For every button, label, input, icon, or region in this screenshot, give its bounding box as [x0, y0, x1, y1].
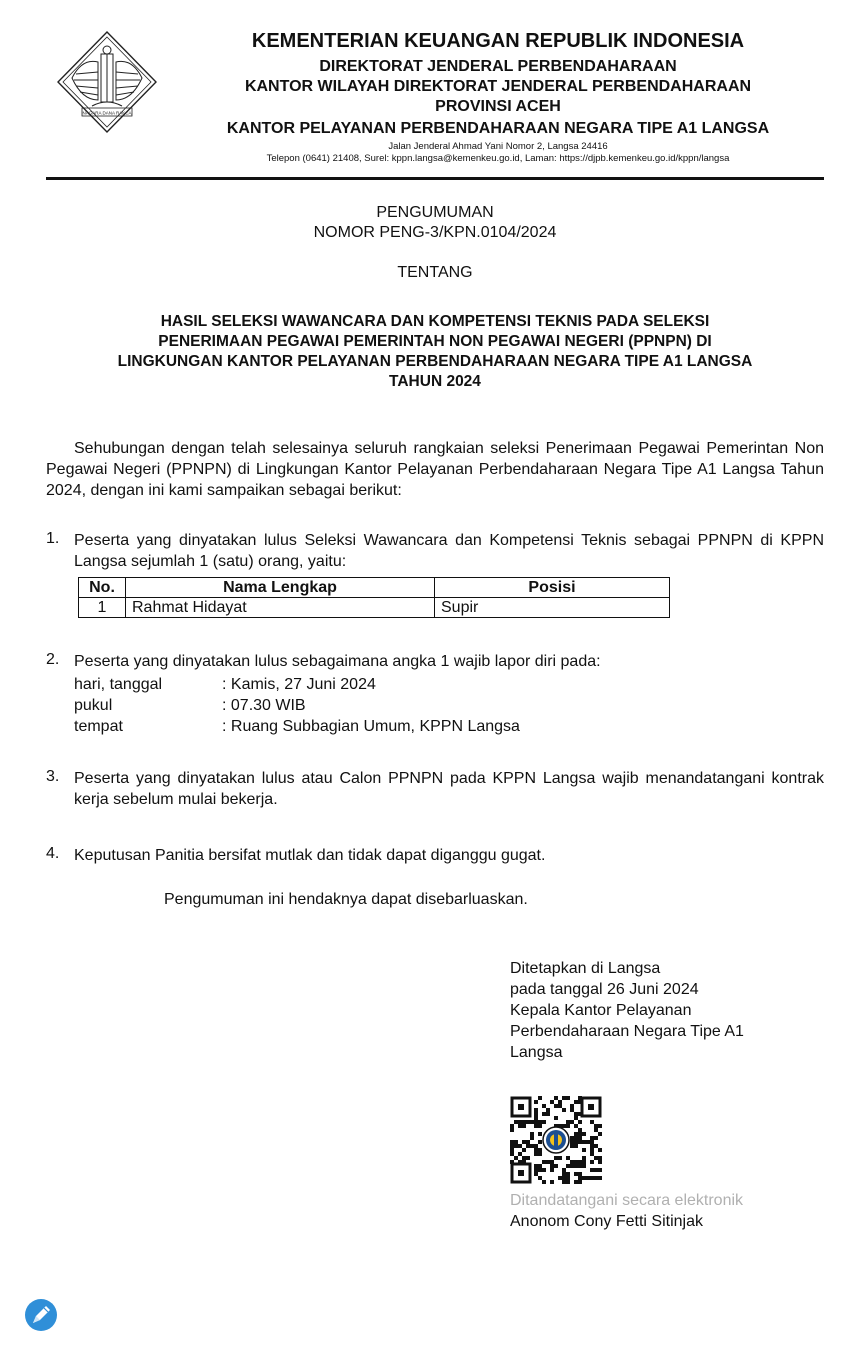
- directorate-general: DIREKTORAT JENDERAL PERBENDAHARAAN: [319, 58, 677, 75]
- qr-module: [594, 1136, 598, 1140]
- title-line: PENERIMAAN PEGAWAI PEMERINTAH NON PEGAWAI NEGERI (PPNPN) DI: [158, 333, 712, 350]
- qr-module: [542, 1180, 546, 1184]
- qr-module: [594, 1144, 598, 1148]
- qr-module: [518, 1144, 522, 1148]
- kemenkeu-logo-icon: [52, 28, 162, 136]
- qr-module: [534, 1124, 538, 1128]
- qr-module: [538, 1148, 542, 1152]
- qr-module: [582, 1140, 586, 1144]
- qr-module: [578, 1176, 582, 1180]
- item-text: Peserta yang dinyatakan lulus atau Calon PPNPN pada KPPN Langsa wajib menandatangani kontrak kerja sebelum mulai bekerja.: [74, 770, 824, 808]
- table-cell: Rahmat Hidayat: [126, 598, 435, 618]
- qr-module: [542, 1120, 546, 1124]
- qr-module: [582, 1176, 586, 1180]
- qr-module: [566, 1180, 570, 1184]
- qr-module: [566, 1164, 570, 1168]
- qr-module: [574, 1144, 578, 1148]
- qr-module: [590, 1140, 594, 1144]
- about-label: TENTANG: [397, 264, 473, 281]
- qr-module: [550, 1100, 554, 1104]
- qr-module: [530, 1136, 534, 1140]
- signing-date: pada tanggal 26 Juni 2024: [510, 981, 699, 998]
- qr-module: [558, 1176, 562, 1180]
- qr-module: [562, 1096, 566, 1100]
- qr-module: [594, 1156, 598, 1160]
- qr-module: [594, 1176, 598, 1180]
- qr-module: [538, 1176, 542, 1180]
- qr-module: [522, 1156, 526, 1160]
- qr-module: [570, 1164, 574, 1168]
- qr-module: [542, 1104, 546, 1108]
- qr-module: [578, 1128, 582, 1132]
- qr-module: [574, 1172, 578, 1176]
- qr-module: [562, 1108, 566, 1112]
- qr-module: [538, 1124, 542, 1128]
- qr-module: [598, 1156, 602, 1160]
- qr-module: [514, 1156, 518, 1160]
- qr-module: [590, 1160, 594, 1164]
- qr-module: [546, 1108, 550, 1112]
- qr-module: [586, 1140, 590, 1144]
- qr-module: [558, 1104, 562, 1108]
- qr-module: [510, 1148, 514, 1152]
- qr-module: [582, 1148, 586, 1152]
- schedule-value: : Kamis, 27 Juni 2024: [222, 676, 376, 693]
- qr-module: [574, 1100, 578, 1104]
- schedule-row: [74, 695, 520, 716]
- qr-module: [526, 1120, 530, 1124]
- qr-module: [590, 1176, 594, 1180]
- qr-module: [538, 1096, 542, 1100]
- qr-module: [522, 1140, 526, 1144]
- qr-module: [558, 1156, 562, 1160]
- qr-module: [518, 1120, 522, 1124]
- qr-module: [542, 1112, 546, 1116]
- item-text: Keputusan Panitia bersifat mutlak dan tidak dapat diganggu gugat.: [74, 847, 546, 864]
- qr-module: [566, 1120, 570, 1124]
- table-cell: Supir: [435, 598, 670, 618]
- qr-module: [578, 1120, 582, 1124]
- qr-module: [578, 1136, 582, 1140]
- schedule-row: [74, 716, 520, 737]
- qr-module: [582, 1132, 586, 1136]
- qr-module: [510, 1128, 514, 1132]
- qr-module: [590, 1152, 594, 1156]
- qr-module: [510, 1140, 514, 1144]
- qr-module: [538, 1140, 542, 1144]
- item-text: Peserta yang dinyatakan lulus sebagaimana angka 1 wajib lapor diri pada:: [74, 653, 601, 670]
- qr-module: [534, 1144, 538, 1148]
- regional-office: KANTOR WILAYAH DIREKTORAT JENDERAL PERBENDAHARAAN: [244, 78, 752, 95]
- report-schedule: [74, 674, 520, 737]
- qr-module: [582, 1156, 586, 1160]
- qr-module: [534, 1100, 538, 1104]
- qr-module: [570, 1120, 574, 1124]
- qr-module: [594, 1168, 598, 1172]
- qr-module: [538, 1164, 542, 1168]
- qr-module: [562, 1180, 566, 1184]
- qr-module: [574, 1116, 578, 1120]
- schedule-label: tempat: [74, 718, 123, 735]
- qr-module: [550, 1168, 554, 1172]
- qr-module: [598, 1148, 602, 1152]
- qr-module: [534, 1152, 538, 1156]
- qr-module: [594, 1124, 598, 1128]
- qr-module: [574, 1132, 578, 1136]
- qr-module: [570, 1108, 574, 1112]
- qr-module: [518, 1124, 522, 1128]
- qr-module: [578, 1164, 582, 1168]
- qr-module: [598, 1168, 602, 1172]
- qr-module: [514, 1144, 518, 1148]
- signing-place: Ditetapkan di Langsa: [510, 960, 661, 977]
- qr-module: [574, 1140, 578, 1144]
- qr-module: [598, 1124, 602, 1128]
- qr-module: [526, 1156, 530, 1160]
- column-header: Posisi: [435, 578, 670, 598]
- qr-module: [566, 1124, 570, 1128]
- qr-module: [534, 1112, 538, 1116]
- qr-module: [598, 1132, 602, 1136]
- qr-module: [574, 1136, 578, 1140]
- result-table: [78, 577, 670, 618]
- qr-module: [590, 1120, 594, 1124]
- svg-text:NAGARA DANA RAKCA: NAGARA DANA RAKCA: [82, 110, 132, 116]
- qr-module: [566, 1096, 570, 1100]
- qr-module: [574, 1124, 578, 1128]
- signer-position: Kepala Kantor Pelayanan: [510, 1002, 692, 1019]
- qr-module: [526, 1140, 530, 1144]
- office-contact: Telepon (0641) 21408, Surel: kppn.langsa@kemenkeu.go.id, Laman: https://djpb.kemenkeu.go.id/kppn/langsa: [266, 153, 730, 164]
- qr-module: [522, 1120, 526, 1124]
- intro-paragraph: Sehubungan dengan telah selesainya seluruh rangkaian seleksi Penerimaan Pegawai Pemerintan Non Pegawai Negeri (PPNPN) di Lingkungan Kantor Pelayanan Perbendaharaan Negara Tipe A1 Langsa Tahun 2024, dengan ini kami sampaikan sebagai berikut:: [46, 440, 824, 499]
- qr-module: [578, 1180, 582, 1184]
- document-number: NOMOR PENG-3/KPN.0104/2024: [313, 224, 557, 241]
- ministry-name: KEMENTERIAN KEUANGAN REPUBLIK INDONESIA: [251, 30, 745, 52]
- qr-module: [562, 1124, 566, 1128]
- qr-code-icon: [510, 1096, 602, 1184]
- qr-module: [530, 1120, 534, 1124]
- qr-module: [554, 1116, 558, 1120]
- qr-module: [574, 1112, 578, 1116]
- qr-module: [538, 1120, 542, 1124]
- qr-module: [538, 1168, 542, 1172]
- qr-module: [530, 1144, 534, 1148]
- column-header: No.: [79, 578, 126, 598]
- qr-module: [594, 1128, 598, 1132]
- item-text: Peserta yang dinyatakan lulus Seleksi Wawancara dan Kompetensi Teknis sebagai PPNPN di KPPN Langsa sejumlah 1 (satu) orang, yaitu:: [74, 532, 824, 570]
- title-line: TAHUN 2024: [389, 373, 481, 390]
- qr-module: [554, 1096, 558, 1100]
- item-number: 3.: [46, 768, 60, 785]
- column-header: Nama Lengkap: [126, 578, 435, 598]
- signer-position: Perbendaharaan Negara Tipe A1: [510, 1023, 744, 1040]
- schedule-value: : 07.30 WIB: [222, 697, 306, 714]
- qr-module: [562, 1172, 566, 1176]
- table-header-row: [79, 578, 670, 598]
- electronic-signature-note: Ditandatangani secara elektronik: [510, 1192, 744, 1209]
- qr-module: [530, 1132, 534, 1136]
- qr-module: [538, 1132, 542, 1136]
- qr-module: [590, 1144, 594, 1148]
- qr-module: [534, 1120, 538, 1124]
- qr-module: [510, 1152, 514, 1156]
- qr-module: [550, 1160, 554, 1164]
- document-title: [46, 312, 824, 392]
- qr-module: [566, 1176, 570, 1180]
- item-number: 4.: [46, 845, 60, 862]
- office-name: KANTOR PELAYANAN PERBENDAHARAAN NEGARA TIPE A1 LANGSA: [226, 120, 770, 137]
- qr-module: [538, 1152, 542, 1156]
- esign-pen-badge-icon: [24, 1298, 58, 1332]
- qr-module: [582, 1160, 586, 1164]
- schedule-row: [74, 674, 520, 695]
- qr-module: [582, 1164, 586, 1168]
- qr-module: [534, 1172, 538, 1176]
- schedule-label: hari, tanggal: [74, 676, 163, 693]
- qr-module: [514, 1140, 518, 1144]
- qr-module: [534, 1108, 538, 1112]
- title-line: LINGKUNGAN KANTOR PELAYANAN PERBENDAHARAAN NEGARA TIPE A1 LANGSA: [117, 353, 753, 370]
- qr-module: [546, 1160, 550, 1164]
- qr-module: [598, 1160, 602, 1164]
- qr-module: [554, 1164, 558, 1168]
- province: PROVINSI ACEH: [435, 98, 561, 115]
- qr-module: [574, 1164, 578, 1168]
- qr-module: [590, 1168, 594, 1172]
- qr-module: [542, 1168, 546, 1172]
- qr-module: [534, 1168, 538, 1172]
- item-number: 2.: [46, 651, 60, 668]
- qr-module: [578, 1172, 582, 1176]
- closing-statement: Pengumuman ini hendaknya dapat disebarluaskan.: [164, 891, 528, 908]
- signer-position: Langsa: [510, 1044, 563, 1061]
- qr-module: [534, 1164, 538, 1168]
- qr-module: [550, 1164, 554, 1168]
- qr-module: [578, 1132, 582, 1136]
- qr-module: [562, 1168, 566, 1172]
- qr-module: [570, 1104, 574, 1108]
- qr-module: [534, 1116, 538, 1120]
- signature-block: [510, 958, 810, 1063]
- qr-module: [598, 1176, 602, 1180]
- qr-module: [578, 1140, 582, 1144]
- title-line: HASIL SELEKSI WAWANCARA DAN KOMPETENSI TEKNIS PADA SELEKSI: [160, 313, 710, 330]
- table-row: [79, 598, 670, 618]
- qr-module: [526, 1144, 530, 1148]
- qr-module: [542, 1160, 546, 1164]
- qr-module: [550, 1180, 554, 1184]
- qr-module: [570, 1160, 574, 1164]
- qr-module: [566, 1172, 570, 1176]
- qr-module: [518, 1152, 522, 1156]
- office-address: Jalan Jenderal Ahmad Yani Nomor 2, Langsa 24416: [388, 141, 608, 152]
- qr-module: [510, 1144, 514, 1148]
- qr-module: [522, 1124, 526, 1128]
- qr-module: [574, 1160, 578, 1164]
- qr-module: [590, 1136, 594, 1140]
- qr-module: [570, 1144, 574, 1148]
- qr-module: [566, 1156, 570, 1160]
- qr-module: [574, 1180, 578, 1184]
- qr-module: [510, 1124, 514, 1128]
- qr-module: [554, 1104, 558, 1108]
- signer-name: Anonom Cony Fetti Sitinjak: [510, 1213, 703, 1230]
- qr-module: [562, 1176, 566, 1180]
- qr-module: [558, 1100, 562, 1104]
- schedule-label: pukul: [74, 697, 113, 714]
- document-type: PENGUMUMAN: [376, 204, 494, 221]
- qr-module: [570, 1140, 574, 1144]
- qr-module: [586, 1176, 590, 1180]
- qr-module: [522, 1148, 526, 1152]
- qr-module: [554, 1156, 558, 1160]
- item-number: 1.: [46, 530, 60, 547]
- qr-module: [546, 1112, 550, 1116]
- qr-module: [570, 1136, 574, 1140]
- qr-module: [578, 1160, 582, 1164]
- qr-module: [534, 1148, 538, 1152]
- schedule-value: : Ruang Subbagian Umum, KPPN Langsa: [222, 718, 520, 735]
- letterhead-divider: [46, 177, 824, 180]
- qr-module: [514, 1120, 518, 1124]
- qr-module: [590, 1148, 594, 1152]
- table-cell: 1: [79, 598, 126, 618]
